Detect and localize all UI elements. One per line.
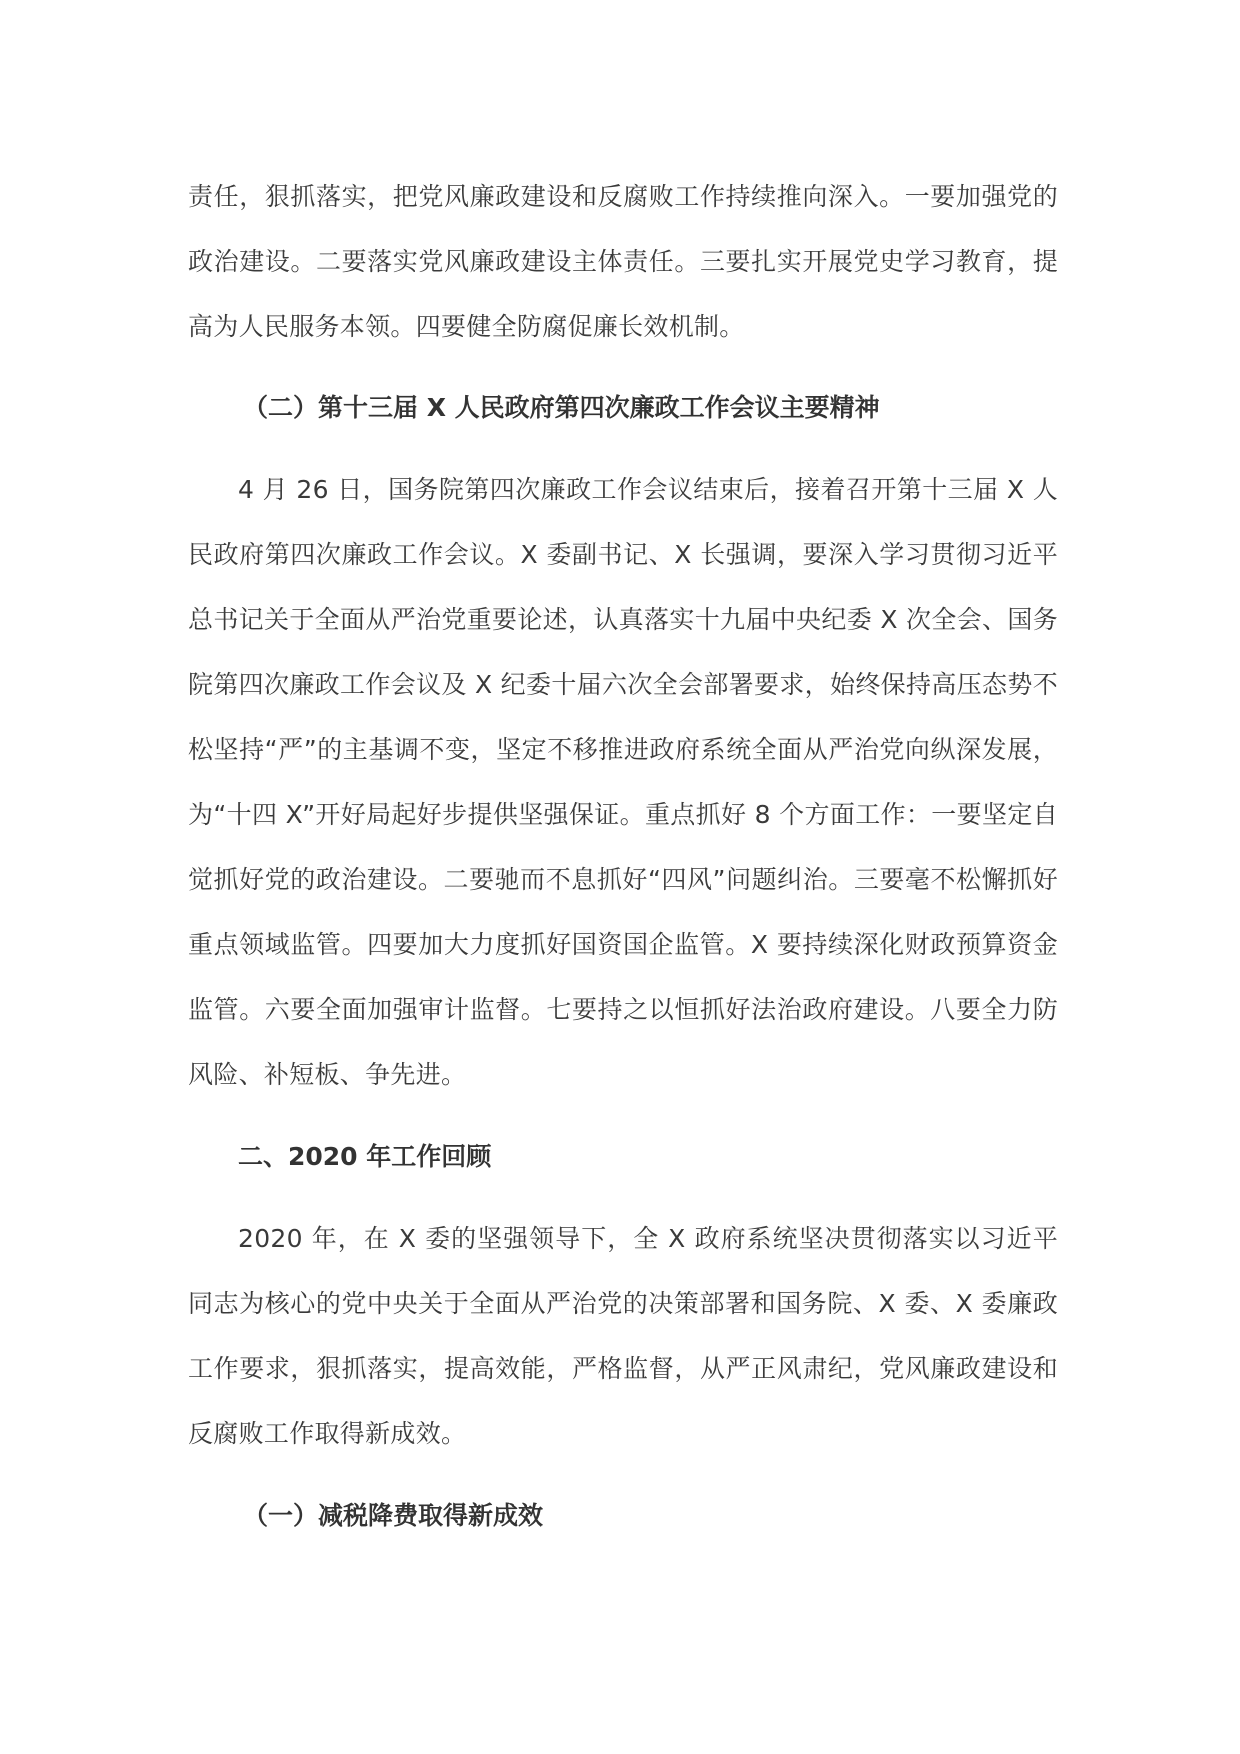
spacer bbox=[188, 1107, 1058, 1124]
subheading-government-meeting: （二）第十三届 X 人民政府第四次廉政工作会议主要精神 bbox=[243, 393, 880, 422]
spacer bbox=[188, 440, 1058, 457]
subheading-tax-reduction: （一）减税降费取得新成效 bbox=[243, 1501, 544, 1530]
document-body bbox=[188, 164, 1058, 1548]
paragraph-meeting-summary: 4 月 26 日，国务院第四次廉政工作会议结束后，接着召开第十三届 X 人民政府第四次廉政工作会议。X 委副书记、X 长强调，要深入学习贯彻习近平总书记关于全面从严治党重要论述，认真落实十九届中央纪委 X 次全会、国务院第四次廉政工作会议及 X 纪委十届六次全会部署要求，始终保持高压态势不松坚持“严”的主基调不变，坚定不移推进政府系统全面从严治党向纵深发展，为“十四 X”开好局起好步提供坚强保证。重点抓好 8 个方面工作：一要坚定自觉抓好党的政治建设。二要驰而不息抓好“四风”问题纠治。三要毫不松懈抓好重点领域监管。四要加大力度抓好国资国企监管。X 要持续深化财政预算资金监管。六要全面加强审计监督。七要持之以恒抓好法治政府建设。八要全力防风险、补短板、争先进。 bbox=[188, 475, 1058, 1089]
spacer bbox=[188, 359, 1058, 375]
spacer bbox=[188, 1189, 1058, 1206]
heading-2020-review: 二、2020 年工作回顾 bbox=[238, 1142, 492, 1171]
spacer bbox=[188, 1466, 1058, 1483]
paragraph-2020-overview: 2020 年，在 X 委的坚强领导下，全 X 政府系统坚决贯彻落实以习近平同志为核心的党中央关于全面从严治党的决策部署和国务院、X 委、X 委廉政工作要求，狠抓落实，提高效能，严格监督，从严正风肃纪，党风廉政建设和反腐败工作取得新成效。 bbox=[188, 1224, 1058, 1448]
paragraph-party-building-tasks: 责任，狠抓落实，把党风廉政建设和反腐败工作持续推向深入。一要加强党的政治建设。二要落实党风廉政建设主体责任。三要扎实开展党史学习教育，提高为人民服务本领。四要健全防腐促廉长效机制。 bbox=[188, 182, 1058, 341]
